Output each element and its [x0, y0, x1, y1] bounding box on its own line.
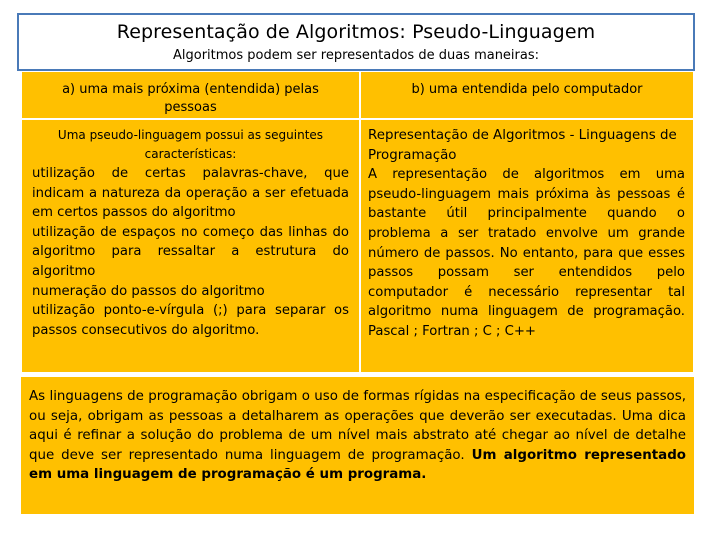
list-item: utilização de espaços no começo das linhas do algoritmo para ressaltar a estrutura do algoritmo	[32, 224, 349, 279]
programming-languages-text: A representação de algoritmos em uma pseudo-linguagem mais próxima às pessoas é bastante útil principalmente quando o problema a ser tratado envolve um grande número de passos. No entanto, para que esses passos possam ser entendidos pelo computador é necessário representar tal algoritmo numa linguagem de programação. Pascal ; Fortran ; C ; C++	[368, 167, 685, 339]
header-box	[17, 13, 695, 71]
programming-languages-heading: Representação de Algoritmos - Linguagens de Programação	[368, 128, 677, 163]
list-item: utilização de certas palavras-chave, que indicam a natureza da operação a ser efetuada em certos passos do algoritmo	[32, 166, 349, 221]
left-column-body	[21, 119, 360, 373]
summary-paragraph	[29, 387, 686, 485]
pseudo-language-note: Uma pseudo-linguagem possui as seguintes características:	[57, 128, 324, 161]
list-item: numeração do passos do algoritmo	[32, 283, 265, 299]
comparison-table	[21, 71, 694, 373]
list-item: utilização ponto-e-vírgula (;) para separar os passos consecutivos do algoritmo.	[32, 303, 349, 338]
summary-text: As linguagens de programação obrigam o uso de formas rígidas na especificação de seus passos, ou seja, obrigam as pessoas a detalharem as operações que deverão ser executadas. Uma dica aqui é refinar a solução do problema de um nível mais abstrato até chegar ao nível de detalhe que deve ser representado numa linguagem de programação.	[29, 389, 686, 463]
left-column-header: a) uma mais próxima (entendida) pelas pessoas	[21, 71, 360, 119]
slide-title: Representação de Algoritmos: Pseudo-Linguagem	[116, 21, 596, 43]
summary-bold-text: Um algoritmo representado em uma linguagem de programação é um programa.	[29, 447, 686, 483]
summary-box	[21, 377, 694, 514]
right-column-header: b) uma entendida pelo computador	[360, 71, 694, 119]
slide-subtitle: Algoritmos podem ser representados de duas maneiras:	[172, 48, 540, 63]
characteristics-list	[32, 164, 349, 340]
right-column-body	[360, 119, 694, 373]
